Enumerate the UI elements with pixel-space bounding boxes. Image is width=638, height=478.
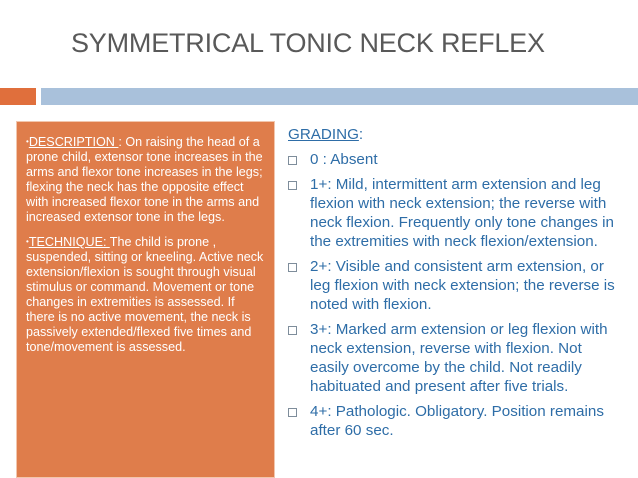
slide-title: SYMMETRICAL TONIC NECK REFLEX <box>71 28 545 58</box>
grade-item-4 <box>288 402 623 440</box>
grade-text: 2+: Visible and consistent arm extension, or leg flexion with neck extension; the reverse is noted with flexion. <box>310 258 615 313</box>
grading-heading <box>288 125 623 144</box>
description-label: DESCRIPTION <box>28 135 119 149</box>
description-text: : On raising the head of a prone child, extensor tone increases in the arms and flexor tone increases in the legs; flexing the neck has the opposite effect with increased flexor tone in the arms and increased extensor tone in the legs. <box>26 135 263 224</box>
technique-paragraph <box>26 234 266 355</box>
grade-text: 4+: Pathologic. Obligatory. Position remains after 60 sec. <box>310 403 604 439</box>
grading-heading-label: GRADING <box>288 126 359 143</box>
grade-item-0 <box>288 150 623 169</box>
description-panel <box>16 121 275 478</box>
description-paragraph <box>26 134 266 225</box>
bullet-dot: • <box>26 137 29 146</box>
accent-bar-orange <box>0 88 36 105</box>
grading-heading-colon: : <box>358 126 364 143</box>
technique-text: The child is prone , suspended, sitting or kneeling. Active neck extension/flexion is sought through visual stimulus or command. Movement or tone changes in extremities is assessed. If there is no active movement, the neck is passively extended/flexed five times and tone/movement is assessed. <box>26 235 264 354</box>
grade-item-1 <box>288 175 623 251</box>
accent-bar-blue <box>41 88 638 105</box>
grading-section <box>288 125 623 446</box>
grade-item-2 <box>288 257 623 314</box>
square-bullet-icon <box>288 408 297 417</box>
square-bullet-icon <box>288 326 297 335</box>
grade-text: 1+: Mild, intermittent arm extension and leg flexion with neck extension; the reverse with neck flexion. Frequently only tone changes in the extremities with neck flexion/extension. <box>310 176 614 250</box>
grade-text: 0 : Absent <box>310 151 378 168</box>
square-bullet-icon <box>288 156 297 165</box>
square-bullet-icon <box>288 181 297 190</box>
square-bullet-icon <box>288 263 297 272</box>
bullet-dot: • <box>26 237 29 246</box>
grade-item-3 <box>288 320 623 396</box>
technique-label: TECHNIQUE: <box>28 235 110 249</box>
grade-text: 3+: Marked arm extension or leg flexion with neck extension, reverse with flexion. Not easily overcome by the child. Not readily habituated and present after five trials. <box>310 321 608 395</box>
